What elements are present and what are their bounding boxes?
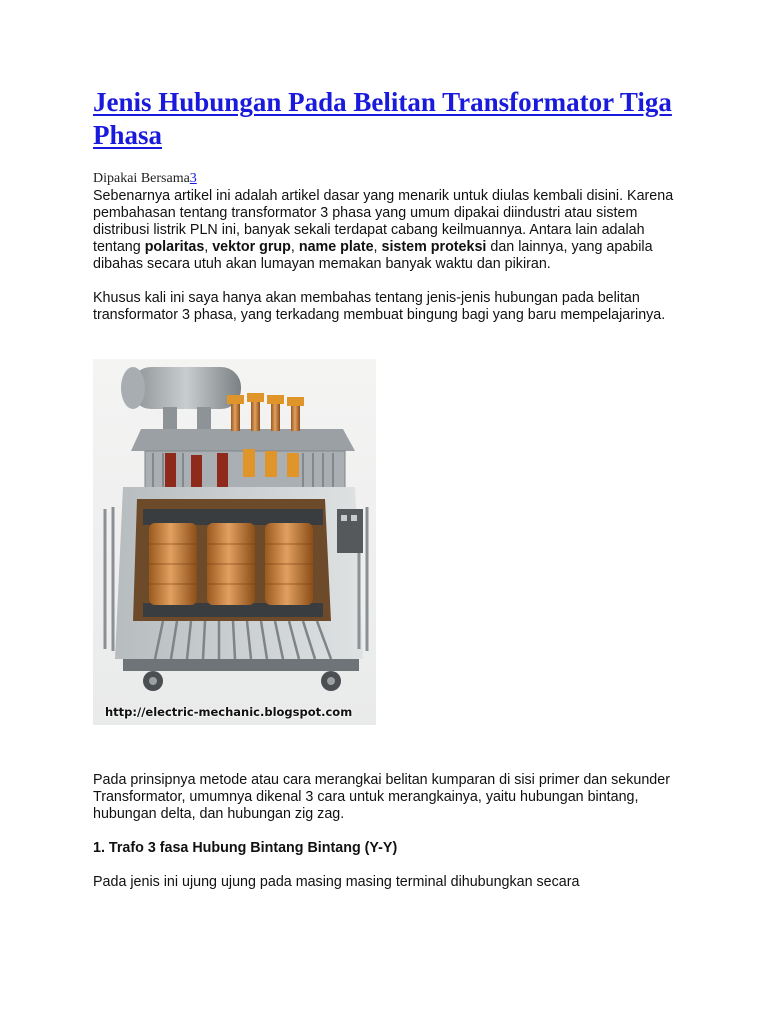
sep-1: , bbox=[204, 239, 213, 255]
sep-3: , bbox=[373, 239, 382, 255]
intro-text-2: dan lainnya, yang apabila dibahas secara utuh akan lumayan memakan banyak waktu dan pikiran. bbox=[93, 239, 653, 272]
article-title-link[interactable]: Jenis Hubungan Pada Belitan Transformator Tiga Phasa bbox=[93, 87, 672, 150]
transformer-illustration bbox=[93, 359, 376, 725]
section-heading-yy: 1. Trafo 3 fasa Hubung Bintang Bintang (Y-Y) bbox=[93, 840, 398, 856]
keyword-sistem-proteksi: sistem proteksi bbox=[381, 239, 487, 255]
shared-label: Dipakai Bersama bbox=[93, 171, 190, 186]
paragraph-principle: Pada prinsipnya metode atau cara merangkai belitan kumparan di sisi primer dan sekunder Transformator, umumnya dikenal 3 cara untuk merangkainya, yaitu hubungan bintang, hubungan delta, dan hubungan zig zag. bbox=[93, 772, 670, 822]
paragraph-focus: Khusus kali ini saya hanya akan membahas tentang jenis-jenis hubungan pada belitan transformator 3 phasa, yang terkadang membuat bingung bagi yang baru mempelajarinya. bbox=[93, 290, 666, 323]
sep-2: , bbox=[290, 239, 299, 255]
shared-count-link[interactable]: 3 bbox=[189, 171, 197, 186]
document-page bbox=[93, 86, 683, 891]
image-watermark: http://electric-mechanic.blogspot.com bbox=[105, 705, 353, 719]
keyword-name-plate: name plate bbox=[298, 239, 374, 255]
paragraph-yy: Pada jenis ini ujung ujung pada masing masing terminal dihubungkan secara bbox=[93, 874, 580, 890]
intro-text-1: Sebenarnya artikel ini adalah artikel dasar yang menarik untuk diulas kembali disini. Karena pembahasan tentang transformator 3 phasa yang umum dipakai diindustri atau sistem distribusi listrik PLN ini, banyak sekali terdapat cabang keilmuannya. Antara lain adalah tentang bbox=[93, 188, 674, 255]
paragraph-intro bbox=[93, 188, 683, 273]
shared-meta bbox=[93, 171, 683, 187]
keyword-vektor-grup: vektor grup bbox=[212, 239, 291, 255]
transformer-image bbox=[93, 359, 376, 725]
article-title bbox=[93, 86, 683, 152]
keyword-polaritas: polaritas bbox=[144, 239, 205, 255]
